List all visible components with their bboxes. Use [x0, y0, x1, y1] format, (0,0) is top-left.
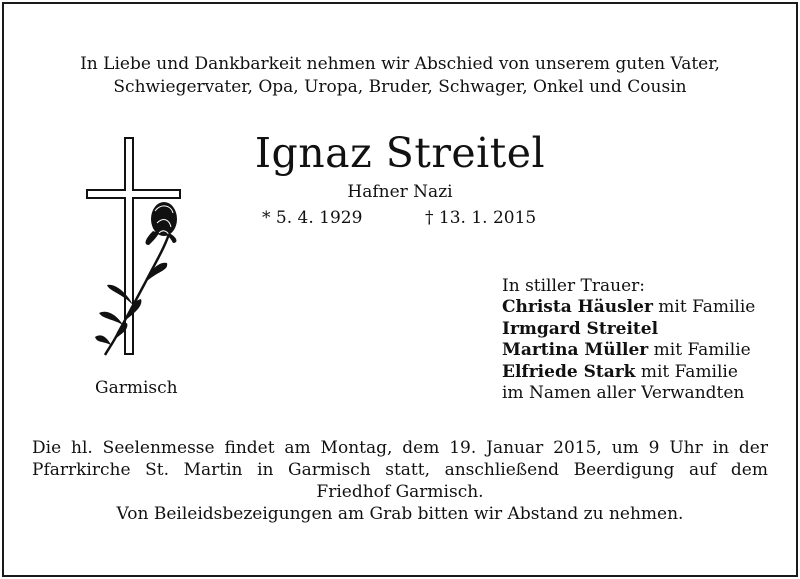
mourner-suffix: mit Familie: [652, 297, 756, 318]
intro-line: Schwiegervater, Opa, Uropa, Bruder, Schwager, Onkel und Cousin: [113, 77, 687, 97]
notice-line: Pfarrkirche St. Martin in Garmisch statt, anschließend Beerdigung auf dem: [32, 460, 768, 480]
intro-text: [0, 53, 800, 99]
mourner-row: [502, 297, 755, 318]
mourner-row: [502, 319, 755, 340]
birth-date: * 5. 4. 1929: [262, 208, 363, 228]
intro-line: In Liebe und Dankbarkeit nehmen wir Abschied von unserem guten Vater,: [80, 54, 720, 74]
mourner-suffix: mit Familie: [648, 340, 751, 361]
death-date: † 13. 1. 2015: [425, 208, 537, 228]
mourner-suffix: mit Familie: [635, 361, 738, 382]
notice-line: Friedhof Garmisch.: [316, 482, 484, 502]
mourner-name: Martina Müller: [502, 340, 649, 361]
mourner-row: [502, 340, 755, 361]
mourners-heading: In stiller Trauer:: [502, 276, 645, 296]
mourners-list: [502, 276, 755, 404]
residence-place: Garmisch: [95, 378, 178, 398]
deceased-name: Ignaz Streitel: [254, 129, 546, 177]
service-notice: [32, 437, 768, 525]
mourner-name: Christa Häusler: [502, 297, 653, 318]
deceased-nickname: Hafner Nazi: [347, 182, 453, 202]
mourner-name: Elfriede Stark: [502, 361, 636, 382]
notice-line: Von Beileidsbezeigungen am Grab bitten wir Abstand zu nehmen.: [116, 504, 684, 524]
mourner-row: [502, 362, 755, 383]
mourner-name: Irmgard Streitel: [502, 318, 659, 339]
notice-line: Die hl. Seelenmesse findet am Montag, dem 19. Januar 2015, um 9 Uhr in der: [32, 438, 768, 458]
mourners-closing: im Namen aller Verwandten: [502, 383, 745, 404]
